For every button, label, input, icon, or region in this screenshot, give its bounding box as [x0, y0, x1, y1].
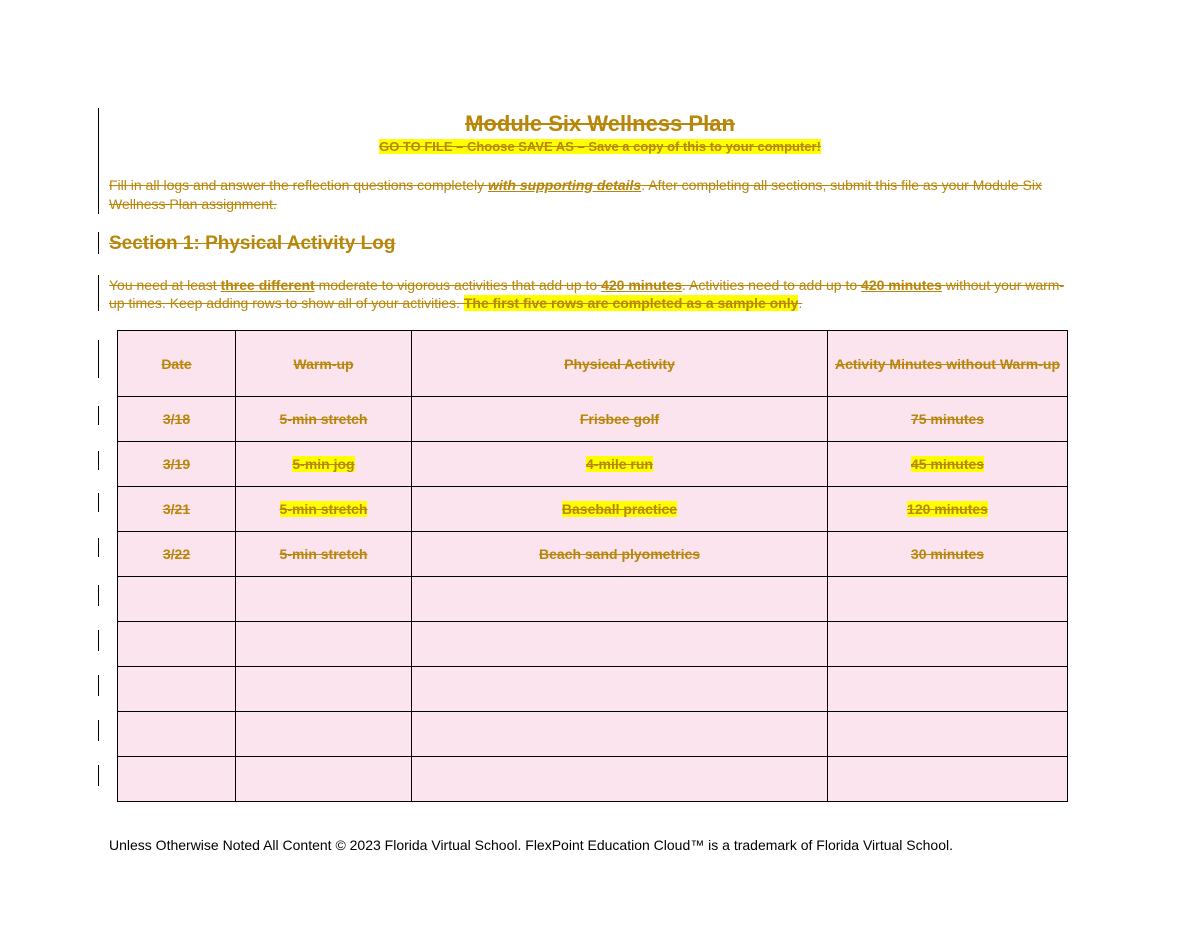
change-bar — [98, 720, 99, 741]
header-minutes: Activity Minutes without Warm-up — [828, 331, 1068, 397]
copyright-footer: Unless Otherwise Noted All Content © 2023 Florida Virtual School. FlexPoint Education Cloud™ is a trademark of Florida Virtual School. — [109, 837, 953, 853]
cell-date[interactable] — [118, 757, 236, 802]
section-heading: Section 1: Physical Activity Log — [109, 233, 396, 254]
header-warmup: Warm-up — [236, 331, 412, 397]
instr-text: without your warm-up times. Keep adding rows to show all of your activities. — [109, 277, 1065, 311]
subtitle-line — [0, 138, 1200, 155]
cell-warmup[interactable]: 5-min stretch — [236, 397, 412, 442]
table-row-empty — [118, 577, 1068, 622]
cell-date[interactable] — [118, 622, 236, 667]
change-bar — [98, 675, 99, 696]
cell-minutes-text: 120 minutes — [907, 501, 988, 517]
cell-minutes[interactable]: 30 minutes — [828, 532, 1068, 577]
cell-warmup-text: 5-min stretch — [279, 501, 368, 517]
table-row-empty — [118, 757, 1068, 802]
save-instruction: GO TO FILE – Choose SAVE AS – Save a copy of this to your computer! — [379, 139, 821, 154]
change-bar — [98, 275, 99, 311]
cell-warmup[interactable] — [236, 442, 412, 487]
cell-minutes-text: 45 minutes — [910, 456, 985, 472]
cell-warmup[interactable] — [236, 487, 412, 532]
header-activity: Physical Activity — [412, 331, 828, 397]
cell-minutes[interactable] — [828, 757, 1068, 802]
change-bar — [98, 232, 99, 254]
cell-activity[interactable]: Beach sand plyometrics — [412, 532, 828, 577]
intro-emphasis: with supporting details — [487, 177, 642, 193]
cell-activity[interactable] — [412, 487, 828, 532]
intro-paragraph — [109, 176, 1069, 214]
page-title: Module Six Wellness Plan — [465, 111, 735, 136]
table-row-empty — [118, 712, 1068, 757]
cell-activity[interactable] — [412, 757, 828, 802]
cell-warmup[interactable] — [236, 757, 412, 802]
activity-log-table — [117, 330, 1068, 802]
intro-text-end: . After completing all sections, submit this file as your Module Six Wellness Plan assignment. — [109, 177, 1042, 212]
table-row — [118, 532, 1068, 577]
table-row — [118, 397, 1068, 442]
cell-activity-text: 4-mile run — [586, 456, 653, 472]
cell-date[interactable] — [118, 667, 236, 712]
table-header-row — [118, 331, 1068, 397]
cell-warmup-text: 5-min jog — [292, 456, 355, 472]
cell-date[interactable]: 3/22 — [118, 532, 236, 577]
cell-date[interactable]: 3/21 — [118, 487, 236, 532]
cell-warmup[interactable]: 5-min stretch — [236, 532, 412, 577]
header-date: Date — [118, 331, 236, 397]
cell-warmup[interactable] — [236, 667, 412, 712]
intro-text: Fill in all logs and answer the reflection questions completely — [109, 177, 488, 193]
change-bar — [98, 765, 99, 786]
instr-bold: three different — [220, 277, 315, 293]
instr-bold: 420 minutes — [861, 277, 942, 293]
cell-activity[interactable] — [412, 712, 828, 757]
instr-text: . Activities need to add up to — [682, 277, 862, 293]
change-bar — [98, 493, 99, 512]
cell-minutes[interactable] — [828, 667, 1068, 712]
change-bar — [98, 585, 99, 606]
cell-date[interactable]: 3/18 — [118, 397, 236, 442]
cell-warmup[interactable] — [236, 622, 412, 667]
cell-minutes[interactable] — [828, 712, 1068, 757]
table-row-empty — [118, 667, 1068, 712]
cell-activity[interactable] — [412, 622, 828, 667]
cell-minutes[interactable]: 75 minutes — [828, 397, 1068, 442]
cell-activity[interactable]: Frisbee golf — [412, 397, 828, 442]
cell-activity[interactable] — [412, 577, 828, 622]
cell-minutes[interactable] — [828, 442, 1068, 487]
cell-activity[interactable] — [412, 667, 828, 712]
cell-activity-text: Baseball practice — [561, 501, 678, 517]
cell-activity[interactable] — [412, 442, 828, 487]
sample-note: The first five rows are completed as a sample only — [463, 295, 799, 311]
instructions-paragraph — [109, 276, 1074, 312]
change-bar — [98, 630, 99, 651]
cell-date[interactable]: 3/19 — [118, 442, 236, 487]
cell-date[interactable] — [118, 712, 236, 757]
instr-bold: 420 minutes — [601, 277, 683, 293]
change-bar — [98, 538, 99, 557]
change-bar — [98, 340, 99, 378]
cell-warmup[interactable] — [236, 712, 412, 757]
cell-minutes[interactable] — [828, 622, 1068, 667]
table-row — [118, 442, 1068, 487]
change-bar — [98, 406, 99, 425]
table-row-empty — [118, 622, 1068, 667]
table-row — [118, 487, 1068, 532]
instr-text: moderate to vigorous activities that add up to — [314, 277, 602, 293]
instr-text: You need at least — [109, 277, 221, 293]
instr-text: . — [798, 295, 803, 311]
cell-minutes[interactable] — [828, 577, 1068, 622]
cell-minutes[interactable] — [828, 487, 1068, 532]
cell-warmup[interactable] — [236, 577, 412, 622]
change-bar — [98, 451, 99, 470]
cell-date[interactable] — [118, 577, 236, 622]
